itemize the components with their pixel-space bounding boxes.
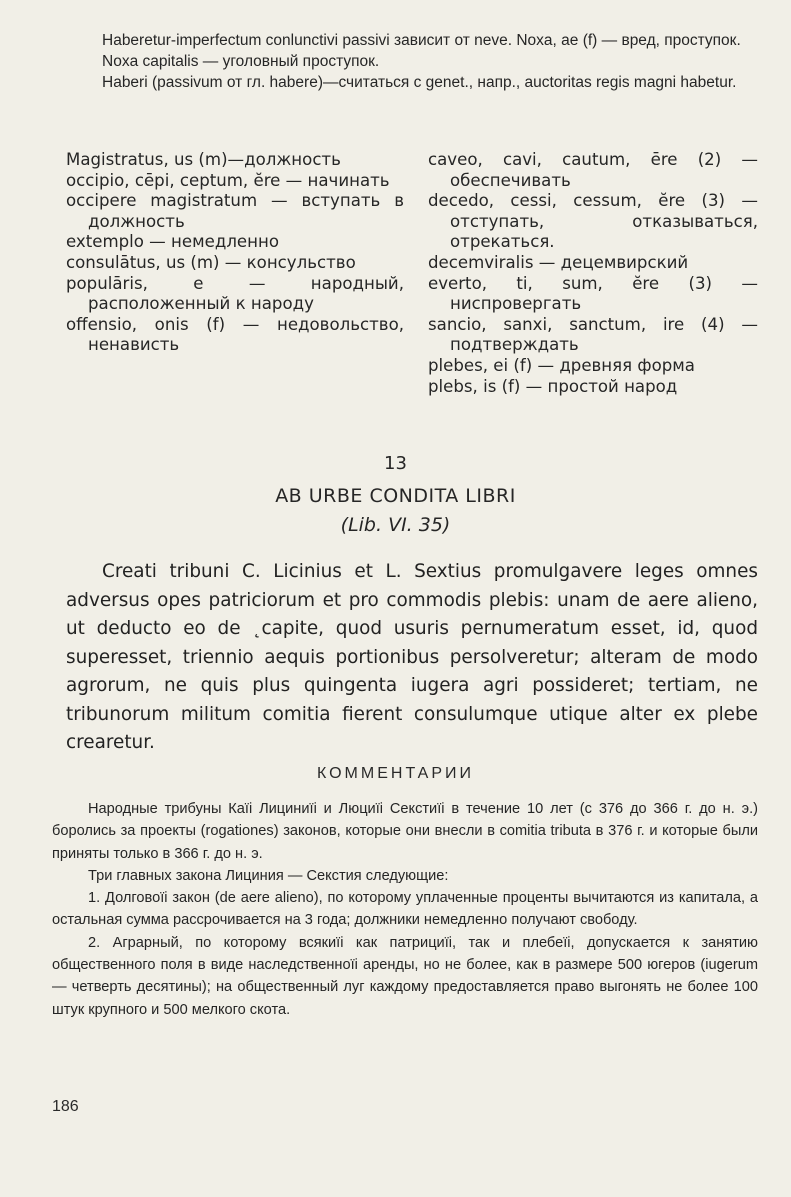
vocab-entry: consulātus, us (m) — консульство [66, 252, 356, 272]
vocab-entry: Magistratus, us (m)—должность [66, 150, 341, 169]
vocab-entry: offensio, onis (f) — недовольство, ненависть [66, 314, 404, 355]
vocab-entry: extemplo — немедленно [66, 232, 279, 252]
vocab-entry: populāris, e — народный, расположенный к народу [66, 273, 404, 314]
latin-passage [66, 558, 758, 758]
latin-text: Creati tribuni C. Licinius et L. Sextius promulgavere leges omnes adversus opes patriciorum et pro commodis plebis: unam de aere alieno, ut deducto eo de ˛capite, quod usuris pernumeratum esset, id, quod superesset, triennio aequis portionibus persolveretur; alteram de modo agrorum, ne quis plus quingenta iugera agri possideret; tertiam, ne tribunorum militum comitia fierent consulumque utique alter ex plebe crearetur. [66, 561, 758, 753]
vocab-entry: decedo, cessi, cessum, ĕre (3) — отступать, отказываться, отрекаться. [428, 191, 758, 252]
commentary-paragraph: 2. Аграрный, по которому всякиїі как патрициїі, так и плебеїі, допускается к занятию общественного поля в виде наследственноїі аренды, но не более, как в размере 500 югеров (iugerum — четверть десятины); на общественный луг каждому предоставляется право выгонять не более 100 штук крупного и 500 мелкого скота. [52, 934, 758, 1018]
commentary-paragraph: Три главных закона Лициния — Секстия следующие: [88, 867, 449, 884]
vocab-entry: occipere magistratum — вступать в должность [66, 191, 404, 231]
note-line: Noxa capitalis — уголовный проступок. [102, 53, 380, 70]
page-number: 186 [52, 1098, 79, 1115]
commentary-paragraph: Народные трибуны Каїі Лициниїі и Люциїі Секстиїі в течение 10 лет (с 376 до 366 г. до н. э.) боролись за проекты (rogationes) законов, которые они внесли в comitia tributa в 376 г. и которые были приняты только в 366 г. до н. э. [52, 801, 758, 862]
section-reference: (Lib. VI. 35) [340, 514, 451, 536]
grammar-notes [66, 30, 766, 93]
commentary-paragraph: 1. Долговоїі закон (de aere alieno), по которому уплаченные проценты вычитаются из капитала, а остальная сумма рассрочивается на 3 года; должники немедленно получают свободу. [52, 890, 758, 929]
vocab-entry: plebes, ei (f) — древняя форма [428, 355, 695, 375]
vocab-entry: occipio, cēpi, ceptum, ĕre — начинать [66, 170, 390, 190]
vocab-entry: decemviralis — децемвирский [428, 252, 689, 272]
vocabulary-right-column [428, 150, 758, 397]
section-title: AB URBE CONDITA LIBRI [275, 485, 516, 507]
note-line: Haberi (passivum от гл. habere)—считаться с genet., напр., auctoritas regis magni habetur. [102, 74, 737, 91]
note-line: Haberetur-imperfectum conlunctivi passivi зависит от neve. Noxa, ae (f) — вред, проступок. [102, 32, 741, 49]
commentary-body [52, 798, 758, 1021]
section-number: 13 [384, 453, 407, 474]
vocab-entry: caveo, cavi, cautum, ēre (2) — обеспечивать [428, 150, 758, 190]
vocabulary-left-column [66, 150, 404, 356]
vocab-entry: sancio, sanxi, sanctum, ire (4) — подтверждать [428, 314, 758, 355]
commentary-title: КОММЕНТАРИИ [316, 765, 475, 782]
vocab-entry: everto, ti, sum, ĕre (3) — ниспровергать [428, 273, 758, 314]
vocab-entry: plebs, is (f) — простой народ [428, 376, 678, 396]
